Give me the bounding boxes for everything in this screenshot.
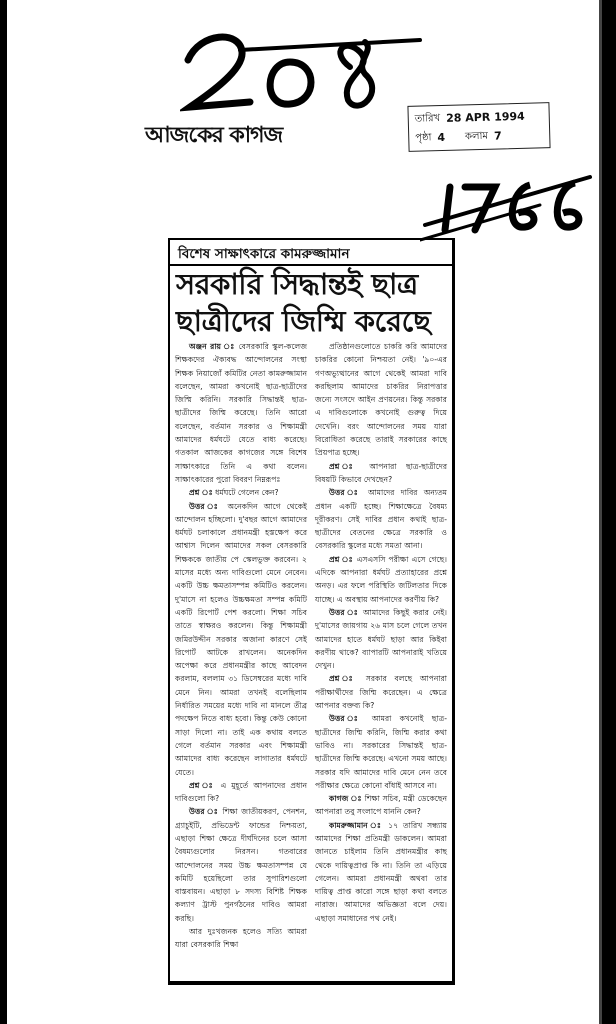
paragraph (175, 340, 307, 486)
paragraph (315, 340, 447, 460)
paragraph (315, 672, 447, 712)
scan-edge-right (602, 0, 616, 1024)
paragraph-text: আমাদের দাবির অন্যতম প্রধান একটি হচ্ছে। শিক্ষাক্ষেত্রে বৈষম্য দূরীকরণ। সেই দাবির প্রধান কথাই ছাত্র-ছাত্রীদের বেতনের ক্ষেত্রে সরকারি ও বেসরকারি স্কুলের মধ্যে সমতা আনা। (315, 488, 447, 551)
paragraph-text: এ মুহূর্তে আপনাদের প্রধান দাবিগুলো কি? (175, 780, 308, 804)
paragraph (315, 553, 447, 606)
paragraph (315, 819, 447, 925)
paragraph (175, 925, 307, 952)
paragraph-lead: প্রশ্ন ঃ (329, 554, 354, 564)
paragraph-lead: উত্তর ঃ (329, 488, 362, 498)
handwritten-number-208 (180, 22, 430, 117)
paragraph (175, 486, 307, 499)
paragraph-text: ধর্মঘটে গেলেন কেন? (215, 488, 279, 498)
paragraph-lead: অঞ্জন রায় ঃ (189, 342, 236, 351)
article-body (170, 340, 452, 952)
clipping-stamp (407, 102, 550, 152)
paragraph (175, 779, 307, 806)
paragraph-text: ১৭ তারিখ সন্ধ্যায় আমাদের শিক্ষা প্রতিমন্ত্রী ডাকলেন। আমরা জানতে চাইলাম তিনি প্রধানমন্ত্রীর কাছ থেকে দায়িত্বপ্রাপ্ত কি না। তিনি তা এড়িয়ে গেলেন। আমরা প্রধানমন্ত্রী অথবা তার দায়িত্ব প্রাপ্ত কারো সঙ্গে ছাড়া কথা বলতে নারাজ। আমাদের অভিজ্ঞতা বলে দেয়। এছাড়া সমাধানের পথ নেই। (315, 820, 447, 923)
paragraph (315, 792, 447, 819)
paragraph-lead: কাগজ ঃ (329, 794, 362, 804)
paragraph-text: প্রতিষ্ঠানগুলোতে চাকরি করি আমাদের চাকরির কোনো নিশ্চয়তা নেই। '৯০-এর গণঅভ্যুত্থানের আগে থেকেই আমরা দাবি করছিলাম আমাদের চাকরির নিরাপত্তার জন্যে সংসদে আইন প্রণয়নের। কিন্তু সরকার এ দাবিগুলোকে কখনোই গুরুত্ব দিয়ে দেখেনি। বরং আন্দোলনের সময় যারা বিরোধিতা করেছে তারাই সরকারের কাছে প্রিয়পাত্র হচ্ছে। (315, 342, 447, 458)
paragraph (175, 805, 307, 925)
paragraph-text: শিক্ষা সচিব, মন্ত্রী ডেকেছেন আপনারা তবু সংলাপে যাননি কেন? (315, 794, 447, 817)
paragraph-lead: উত্তর ঃ (189, 501, 222, 511)
stamp-page-label: পৃষ্ঠা (415, 132, 432, 144)
paragraph (315, 486, 447, 552)
paragraph (175, 500, 307, 779)
paragraph (315, 460, 447, 487)
paragraph-text: অনেকদিন আগে থেকেই আন্দোলন হচ্ছিলো। দু'বছর আগে আমাদের ধর্মঘট চলাকালে প্রধানমন্ত্রী হস্তক্ষেপ করে আশ্বাস দিলেন আমাদের সকল বেসরকারি শিক্ষককে জাতীয় পে স্কেলভুক্ত করবেন। ২ মাসের মধ্যে অন্য দাবিগুলো মেনে নেবেন। একটি উচ্চ ক্ষমতাসম্পন্ন কমিটিও করলেন। দু'মাসে না হলেও উচ্চক্ষমতা সম্পন্ন কমিটি একটি রিপোর্ট পেশ করলো। শিক্ষা সচিব তাতে স্বাক্ষরও করলেন। কিন্তু শিক্ষামন্ত্রী জমিরউদ্দীন সরকার অজানা কারণে সেই রিপোর্ট আটকে রাখলেন। অনেকদিন অপেক্ষা করে প্রধানমন্ত্রীর কাছে আবেদন করলাম, বললাম ৩১ ডিসেম্বরের মধ্যে দাবি মেনে নিন। আমরা তখনই বলেছিলাম নির্ধারিত সময়ের মধ্যে দাবি না মানলে তীব্র পদক্ষেপ নিতে বাধ্য হবো। কিন্তু কেউ কোনো সাড়া দিলো না। তাই এক কথায় বলতে গেলে বর্তমান সরকার এবং শিক্ষামন্ত্রী আমাদের বাধ্য করেছেন লাগাতার ধর্মঘটে যেতে। (175, 501, 307, 777)
paragraph-text: আমাদের কিছুই করার নেই। দু'মাসের জায়গায় ২৬ মাস চলে গেলে তখন আমাদের হাতে ধর্মঘট ছাড়া আর কিইবা করণীয় থাকে? ব্যাপারটি আপনারাই খতিয়ে দেখুন। (315, 607, 448, 671)
paragraph-lead: প্রশ্ন ঃ (189, 488, 213, 498)
paragraph-text: বেসরকারি স্কুল-কলেজ শিক্ষকদের ঐক্যবদ্ধ আন্দোলনের সংস্থা শিক্ষক নিয়াজোঁ কমিটির নেতা কামরুজ্জামান বলেছেন, আমরা কখনোই ছাত্র-ছাত্রীদের জিম্মি করিনি। সরকারি সিদ্ধান্তই ছাত্র-ছাত্রীদের জিম্মি করেছে। তিনি আরো বলেছেন, বর্তমান সরকার ও শিক্ষামন্ত্রী আমাদের ধর্মঘটে যেতে বাধ্য করেছে। গতকাল আজকের কাগজের সঙ্গে বিশেষ সাক্ষাৎকারে তিনি এ কথা বলেন। সাক্ষাৎকারের পুরো বিবরণ নিম্নরূপঃ (175, 342, 307, 484)
stamp-column-label: কলাম (464, 130, 489, 143)
paragraph-text: আপনারা ছাত্র-ছাত্রীদের বিষয়টি কিভাবে দেখছেন? (315, 461, 447, 484)
paragraph-lead: উত্তর ঃ (189, 807, 220, 817)
paragraph-text: সরকার বলছে আপনারা পরীক্ষার্থীদের জিম্মি করেছেন। এ ক্ষেত্রে আপনার বক্তব্য কি? (315, 674, 447, 711)
stamp-date-value: 28 APR 1994 (445, 109, 525, 125)
paragraph-text: আর দুঃখজনক হলেও সত্যি আমরা যারা বেসরকারি শিক্ষা (175, 927, 307, 950)
handwritten-number-1566-crossed (420, 165, 595, 245)
paragraph-lead: প্রশ্ন ঃ (329, 674, 359, 684)
article-column-2 (315, 340, 447, 952)
stamp-column-value: 7 (493, 129, 502, 143)
paragraph-lead: কামরুজ্জামান ঃ (329, 820, 384, 830)
paragraph-lead: উত্তর ঃ (329, 714, 364, 724)
paragraph-text: আমরা কখনোই ছাত্র-ছাত্রীদের জিম্মি করিনি, জিম্মি করার কথা ভাবিও না। সরকারের সিদ্ধান্তই ছাত্র-ছাত্রীদের জিম্মি করেছে। এখনো সময় আছে। সরকার যদি আমাদের দাবি মেনে নেন তবে পরীক্ষার ক্ষেত্রে কোনো বাঁধাই আসবে না। (315, 714, 447, 790)
paragraph-text: শিক্ষা জাতীয়করণ, পেনশন, গ্র্যাচুইটি, প্রভিডেন্ট ফান্ডের নিশ্চয়তা, এছাড়া শিক্ষা ক্ষেত্রে দীর্ঘদিনের চলে আসা বৈষম্যগুলোর নিরসন। গতবারের আন্দোলনের সময় উচ্চ ক্ষমতাসম্পন্ন যে কমিটি হয়েছিলো তার সুপারিশগুলো বাস্তবায়ন। এছাড়া ৮ সদস্য বিশিষ্ট শিক্ষক কল্যাণ ট্রাস্ট পুনর্গঠনের দাবিও আমরা করছি। (175, 807, 307, 923)
paragraph-lead: প্রশ্ন ঃ (329, 461, 360, 471)
paragraph (315, 606, 447, 672)
article-headline-line2: ছাত্রীদের জিম্মি করেছে (176, 304, 431, 338)
paragraph-lead: উত্তর ঃ (329, 607, 360, 617)
paragraph (315, 712, 447, 792)
article-column-1 (175, 340, 307, 952)
newspaper-masthead: আজকের কাগজ (145, 122, 283, 148)
article-headline-line1: সরকারি সিদ্ধান্তই ছাত্র (176, 267, 418, 301)
stamp-page-value: 4 (437, 130, 446, 145)
paragraph-lead: প্রশ্ন ঃ (189, 780, 216, 790)
news-article (168, 238, 455, 985)
stamp-date-label: তারিখ (414, 113, 441, 125)
scan-edge-left (0, 0, 7, 1024)
paragraph-text: এসএসসি পরীক্ষা এসে গেছে। এদিকে আপনারা ধর্মঘট প্রত্যাহারের প্রশ্নে অনড়। এর ফলে পরিস্থিতি জটিলতার দিকে যাচ্ছে। এ অবস্থায় আপনাদের করণীয় কি? (315, 554, 447, 604)
article-kicker: বিশেষ সাক্ষাৎকারে কামরুজ্জামান (170, 240, 452, 266)
